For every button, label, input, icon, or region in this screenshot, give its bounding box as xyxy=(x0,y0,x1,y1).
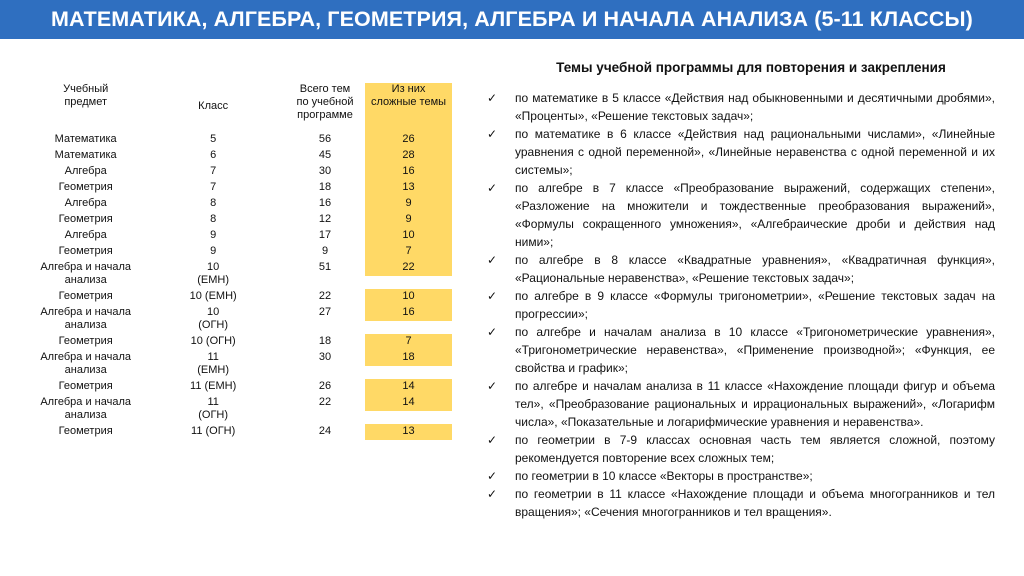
table-row xyxy=(30,305,452,334)
header-grade: Класс xyxy=(198,100,229,112)
checkmark-icon: ✓ xyxy=(487,289,498,303)
difficulty-table xyxy=(30,83,452,440)
cell-subject: Геометрия xyxy=(58,213,113,225)
cell-grade: 7 xyxy=(210,165,217,177)
table-row xyxy=(30,228,452,244)
cell-grade: 10 (ЕМН) xyxy=(189,290,237,302)
list-item xyxy=(487,467,995,485)
cell-total: 9 xyxy=(321,245,329,257)
cell-grade: 7 xyxy=(210,181,217,193)
table-row xyxy=(30,395,452,424)
checkmark-icon: ✓ xyxy=(487,127,498,141)
table-row xyxy=(30,164,452,180)
cell-total: 22 xyxy=(318,396,332,408)
cell-subject: Алгебра xyxy=(64,165,107,177)
cell-total: 24 xyxy=(318,425,332,437)
page-title: МАТЕМАТИКА, АЛГЕБРА, ГЕОМЕТРИЯ, АЛГЕБРА И НАЧАЛА АНАЛИЗА (5-11 КЛАССЫ) xyxy=(51,7,973,31)
cell-grade: 10 (ЕМН) xyxy=(197,261,230,286)
header-subject: Учебный предмет xyxy=(63,83,109,108)
cell-total: 18 xyxy=(318,335,332,347)
topic-text: по алгебре в 7 классе «Преобразование выражений, содержащих степени», «Разложение на множители и тождественные преобразования выражений», «Формулы сокращенного умножения», «Алгебраические дроби и действия над ними»; xyxy=(515,181,995,249)
table-row xyxy=(30,334,452,350)
checkmark-icon: ✓ xyxy=(487,325,498,339)
cell-hard: 7 xyxy=(365,334,452,350)
table-row xyxy=(30,148,452,164)
checkmark-icon: ✓ xyxy=(487,379,498,393)
cell-total: 30 xyxy=(318,165,332,177)
cell-subject: Алгебра и начала анализа xyxy=(40,351,131,376)
cell-total: 18 xyxy=(318,181,332,193)
cell-subject: Геометрия xyxy=(58,335,113,347)
cell-total: 27 xyxy=(318,306,332,318)
table-row xyxy=(30,196,452,212)
list-item xyxy=(487,323,995,377)
topic-text: по алгебре и началам анализа в 11 классе «Нахождение площади фигур и объема тел», «Преобразование рациональных и иррациональных выражений», «Логарифм числа», «Показательные и логарифмические уравнения и неравенства». xyxy=(515,379,995,429)
topic-text: по алгебре в 9 классе «Формулы тригонометрии», «Решение текстовых задач на прогрессии»; xyxy=(515,289,995,321)
cell-total: 12 xyxy=(318,213,332,225)
cell-grade: 11 (ЕМН) xyxy=(197,351,230,376)
cell-subject: Математика xyxy=(54,133,117,145)
cell-grade: 11 (ЕМН) xyxy=(190,380,237,392)
cell-total: 30 xyxy=(318,351,332,363)
topic-text: по геометрии в 7-9 классах основная часть тем является сложной, поэтому рекомендуется повторение всех сложных тем; xyxy=(515,433,995,465)
cell-subject: Геометрия xyxy=(58,290,113,302)
cell-hard: 7 xyxy=(365,244,452,260)
cell-grade: 11 (ОГН) xyxy=(198,396,229,421)
cell-hard: 13 xyxy=(365,180,452,196)
cell-grade: 11 (ОГН) xyxy=(191,425,236,437)
cell-hard: 10 xyxy=(365,228,452,244)
cell-total: 22 xyxy=(318,290,332,302)
topic-text: по геометрии в 10 классе «Векторы в пространстве»; xyxy=(515,469,813,483)
topic-text: по алгебре и началам анализа в 10 классе «Тригонометрические уравнения», «Тригонометрические неравенства», «Применение производной»; «Функция, ее свойства и график»; xyxy=(515,325,995,375)
list-item xyxy=(487,125,995,179)
cell-hard: 10 xyxy=(365,289,452,305)
cell-hard: 28 xyxy=(365,148,452,164)
cell-grade: 5 xyxy=(210,133,217,145)
cell-hard: 13 xyxy=(365,424,452,440)
cell-subject: Геометрия xyxy=(58,380,113,392)
table-header-row xyxy=(30,83,452,132)
cell-subject: Алгебра xyxy=(64,197,107,209)
header-total: Всего тем по учебной программе xyxy=(296,83,354,121)
checkmark-icon: ✓ xyxy=(487,181,498,195)
table-row xyxy=(30,132,452,148)
cell-total: 51 xyxy=(318,261,332,273)
cell-grade: 6 xyxy=(210,149,217,161)
cell-subject: Геометрия xyxy=(58,245,113,257)
cell-hard: 9 xyxy=(365,196,452,212)
table-row xyxy=(30,244,452,260)
cell-total: 45 xyxy=(318,149,332,161)
cell-subject: Математика xyxy=(54,149,117,161)
table-row xyxy=(30,212,452,228)
cell-hard: 14 xyxy=(365,395,452,411)
cell-hard: 18 xyxy=(365,350,452,366)
topics-title: Темы учебной программы для повторения и закрепления xyxy=(556,60,946,75)
topics-panel xyxy=(487,60,995,521)
list-item xyxy=(487,89,995,125)
table-row xyxy=(30,424,452,440)
cell-total: 16 xyxy=(318,197,332,209)
topic-text: по математике в 6 классе «Действия над рациональными числами», «Линейные уравнения с одной переменной», «Линейные неравенства с одной переменной и их системы»; xyxy=(515,127,995,177)
table-row xyxy=(30,180,452,196)
cell-total: 26 xyxy=(318,380,332,392)
cell-total: 56 xyxy=(318,133,332,145)
table-row xyxy=(30,350,452,379)
table-row xyxy=(30,289,452,305)
cell-subject: Алгебра и начала анализа xyxy=(40,306,131,331)
cell-hard: 16 xyxy=(365,305,452,321)
cell-grade: 10 (ОГН) xyxy=(198,306,229,331)
cell-grade: 9 xyxy=(210,245,217,257)
topic-text: по геометрии в 11 классе «Нахождение площади и объема многогранников и тел вращения»; «Сечения многогранников и тел вращения». xyxy=(515,487,995,519)
topic-text: по алгебре в 8 классе «Квадратные уравнения», «Квадратичная функция», «Рациональные неравенства», «Решение текстовых задач»; xyxy=(515,253,995,285)
list-item xyxy=(487,377,995,431)
checkmark-icon: ✓ xyxy=(487,469,498,483)
topics-list xyxy=(487,89,995,521)
table-row xyxy=(30,379,452,395)
cell-grade: 8 xyxy=(210,213,217,225)
list-item xyxy=(487,287,995,323)
list-item xyxy=(487,251,995,287)
table-row xyxy=(30,260,452,289)
list-item xyxy=(487,179,995,251)
cell-subject: Геометрия xyxy=(58,181,113,193)
list-item xyxy=(487,485,995,521)
table-body xyxy=(30,132,452,440)
cell-subject: Алгебра и начала анализа xyxy=(40,396,131,421)
header-bar xyxy=(0,0,1024,39)
cell-hard: 14 xyxy=(365,379,452,395)
checkmark-icon: ✓ xyxy=(487,487,498,501)
cell-hard: 16 xyxy=(365,164,452,180)
checkmark-icon: ✓ xyxy=(487,91,498,105)
cell-hard: 26 xyxy=(365,132,452,148)
cell-subject: Геометрия xyxy=(58,425,113,437)
cell-total: 17 xyxy=(318,229,332,241)
checkmark-icon: ✓ xyxy=(487,433,498,447)
cell-grade: 8 xyxy=(210,197,217,209)
cell-grade: 9 xyxy=(210,229,217,241)
list-item xyxy=(487,431,995,467)
cell-subject: Алгебра xyxy=(64,229,107,241)
topic-text: по математике в 5 классе «Действия над обыкновенными и десятичными дробями», «Проценты», «Решение текстовых задач»; xyxy=(515,91,995,123)
cell-grade: 10 (ОГН) xyxy=(190,335,236,347)
cell-hard: 9 xyxy=(365,212,452,228)
checkmark-icon: ✓ xyxy=(487,253,498,267)
cell-subject: Алгебра и начала анализа xyxy=(40,261,131,286)
cell-hard: 22 xyxy=(365,260,452,276)
header-hard: Из них сложные темы xyxy=(365,83,452,132)
